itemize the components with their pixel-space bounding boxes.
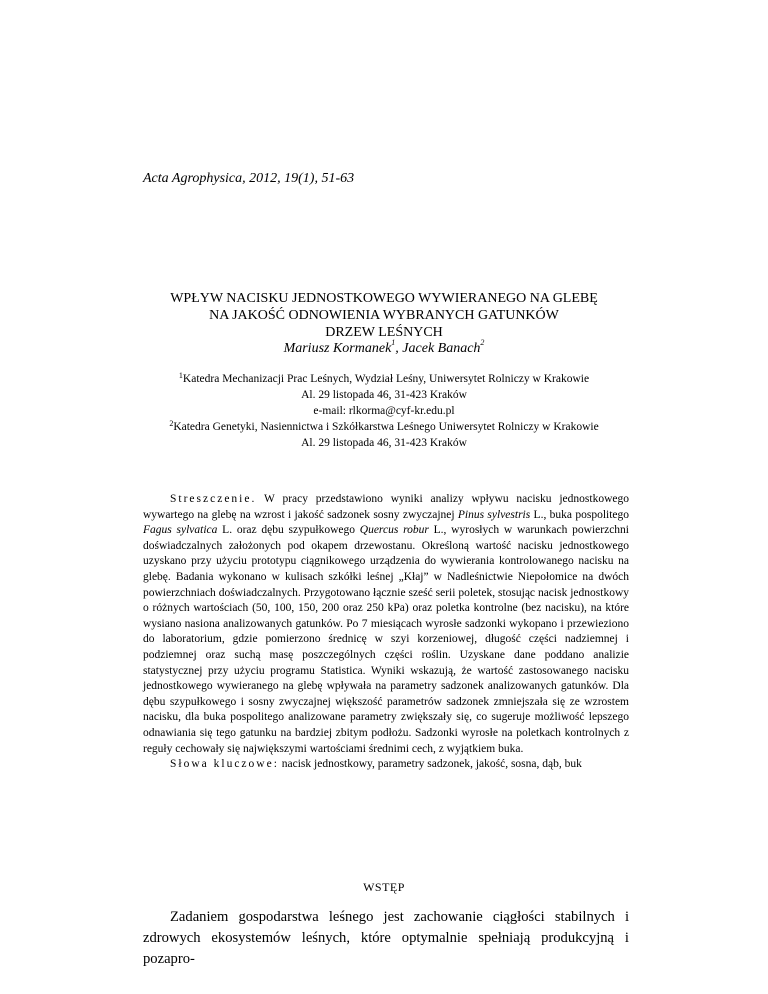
species-name: Pinus sylvestris (457, 508, 531, 521)
abstract-text: L. oraz dębu szypułkowego (217, 524, 360, 537)
section-heading: WSTĘP (363, 880, 405, 894)
keywords-text: nacisk jednostkowy, parametry sadzonek, jakość, sosna, dąb, buk (278, 758, 582, 771)
affiliation-marker: 1 (391, 338, 396, 347)
author-name: Jacek Banach (402, 341, 481, 356)
keywords (143, 757, 629, 773)
abstract-text: L., wyrosłych w warunkach powierzchni doświadczalnych założonych pod okapem drzewostanu. Określoną wartość nacisku jednostkowego uzyskano przy użyciu prototypu ciągnikowego urządzenia do wywierania kontrolowanego nacisku na glebę. Badania wykonano w kulisach szkółki leśnej „Kłaj” w Nadleśnictwie Niepołomice na dwóch powierzchniach doświadczalnych. Przygotowano łącznie sześć serii poletek, stosując nacisk jednostkowy o różnych wartościach (50, 100, 150, 200 oraz 250 kPa) oraz poletka kontrolne (bez nacisku), na które wysiano nasiona analizowanych gatunków. Po 7 miesiącach wyrosłe sadzonki wykopano i przewieziono do laboratorium, gdzie pomierzono średnicę w szyi korzeniowej, długość części nadziemnej i podziemnej oraz suchą masę poszczególnych części roślin. Uzyskane dane poddano analizie statystycznej przy użyciu programu Statistica. Wyniki wskazują, że wartość zastosowanego nacisku jednostkowego wywieranego na glebę wpływała na parametry sadzonek analizowanych gatunków. Dla dębu szypułkowego i sosny zwyczajnej większość parametrów sadzonek zmniejszała się ze wzrostem nacisku, dla buka pospolitego analizowane parametry zwiększały się, co sugeruje możliwość lepszego odnawiania się tego gatunku na bardziej zbitym podłożu. Sadzonki wyrosłe na poletkach kontrolnych z reguły cechowały się największymi wartościami średnimi cech, z wyjątkiem buka. (143, 524, 630, 755)
affiliation-text: Katedra Mechanizacji Prac Leśnych, Wydział Leśny, Uniwersytet Rolniczy w Krakowie (182, 373, 590, 385)
title-line: DRZEW LEŚNYCH (325, 325, 443, 340)
author-separator: , (395, 341, 403, 356)
intro-text (143, 907, 629, 970)
affiliation-line: Al. 29 listopada 46, 31-423 Kraków (301, 437, 467, 449)
abstract-text: W pracy przedstawiono wyniki analizy wpływu nacisku jednostkowego wywartego na glebę na wzrost i jakość sadzonek sosny zwyczajnej (143, 493, 629, 521)
species-name: Quercus robur (359, 524, 429, 537)
keywords-label: Słowa kluczowe: (170, 758, 279, 771)
affiliation-line: Al. 29 listopada 46, 31-423 Kraków (301, 389, 467, 401)
affiliation-line (0, 419, 768, 435)
abstract (143, 492, 629, 773)
affiliation-line (0, 371, 768, 387)
title-line: WPŁYW NACISKU JEDNOSTKOWEGO WYWIERANEGO NA GLEBĘ (170, 291, 598, 306)
abstract-label: Streszczenie. (170, 493, 257, 505)
author-list (0, 338, 768, 357)
affiliation-marker: 2 (169, 419, 174, 428)
journal-citation: Acta Agrophysica, 2012, 19(1), 51-63 (143, 171, 355, 186)
email-line: e-mail: rlkorma@cyf-kr.edu.pl (313, 405, 455, 417)
abstract-body (143, 492, 629, 757)
paper-title (0, 290, 768, 341)
affiliation-marker: 2 (480, 338, 485, 347)
title-line: NA JAKOŚĆ ODNOWIENIA WYBRANYCH GATUNKÓW (209, 308, 559, 323)
author-name: Mariusz Kormanek (283, 341, 392, 356)
affiliation-marker: 1 (178, 371, 183, 380)
affiliation-text: Katedra Genetyki, Nasiennictwa i Szkółkarstwa Leśnego Uniwersytet Rolniczy w Krakowie (173, 421, 599, 433)
species-name: Fagus sylvatica (143, 524, 218, 537)
affiliations (0, 371, 768, 451)
abstract-text: L., buka pospolitego (530, 508, 630, 521)
intro-paragraph: Zadaniem gospodarstwa leśnego jest zachowanie ciągłości stabilnych i zdrowych ekosystemów leśnych, które optymalnie spełniają produkcyjną i pozapro- (143, 909, 629, 967)
